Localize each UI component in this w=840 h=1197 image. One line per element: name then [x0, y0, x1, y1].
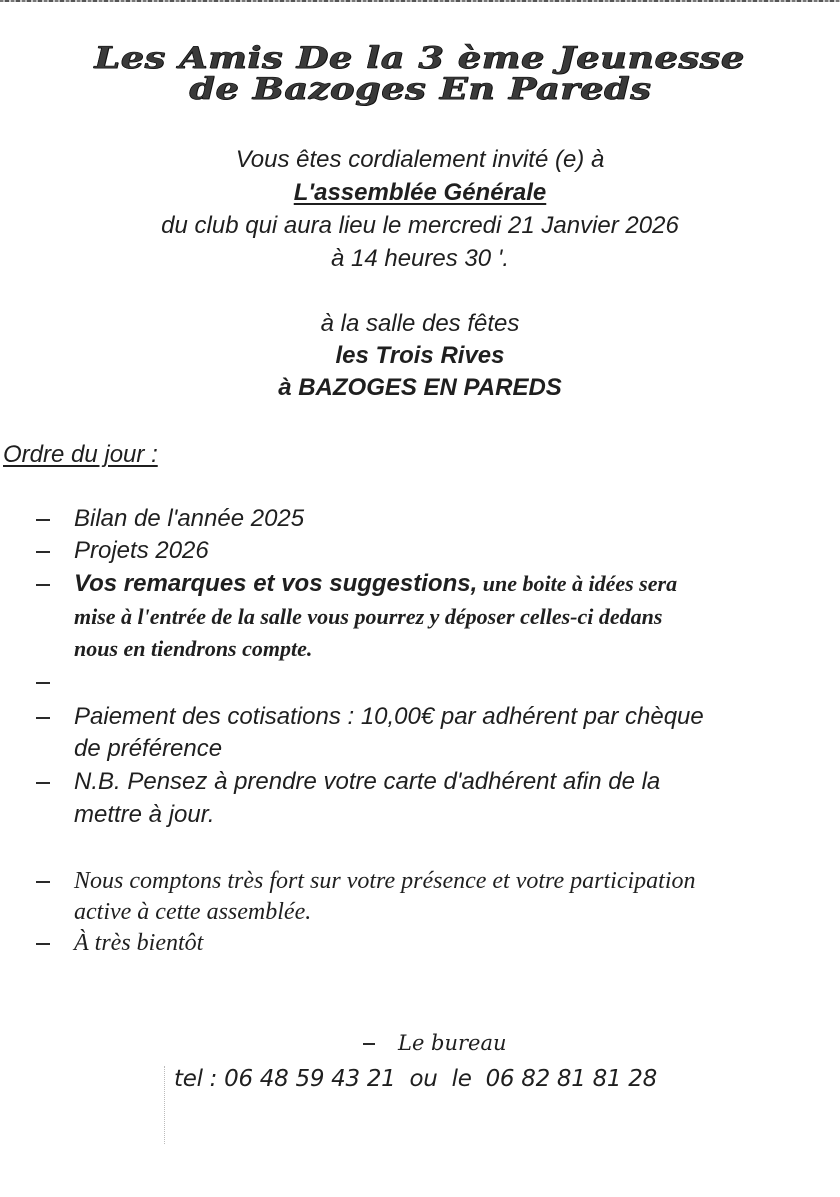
dash-bullet-icon	[36, 943, 50, 945]
dash-bullet-icon	[36, 782, 50, 784]
agenda-item-text: À très bientôt	[74, 930, 204, 956]
agenda-item-text: Paiement des cotisations : 10,00€ par adhérent par chèque	[74, 703, 704, 730]
invitation-line: Vous êtes cordialement invité (e) à	[235, 146, 605, 173]
suggestions-text-cont: mise à l'entrée de la salle vous pourrez y déposer celles-ci dedans	[74, 604, 663, 629]
venue-line: à la salle des fêtes	[320, 310, 520, 337]
venue-town: à BAZOGES EN PAREDS	[278, 374, 562, 401]
dash-bullet-icon	[36, 881, 50, 883]
venue-name: les Trois Rives	[335, 342, 505, 369]
meeting-time: à 14 heures 30 '.	[330, 245, 510, 272]
signature-text: Le bureau	[398, 1031, 507, 1055]
dash-bullet-icon	[36, 584, 50, 586]
club-title-text-2: de Bazoges En Pareds	[188, 72, 652, 107]
agenda-item-text-cont: mettre à jour.	[74, 801, 215, 828]
meeting-title: L'assemblée Générale	[293, 179, 547, 206]
agenda-heading: Ordre du jour :	[3, 441, 158, 468]
suggestions-text-cont: nous en tiendrons compte.	[74, 636, 313, 661]
agenda-item-text-cont: de préférence	[74, 735, 223, 762]
margin-dotted-line	[164, 1066, 165, 1144]
agenda-item-text	[74, 569, 677, 599]
agenda-item-text: Bilan de l'année 2025	[74, 505, 305, 532]
agenda-item-text-cont: active à cette assemblée.	[74, 899, 312, 925]
dash-bullet-icon	[36, 519, 50, 521]
dash-bullet-icon	[36, 682, 50, 684]
phone-numbers: tel : 06 48 59 43 21 ou le 06 82 81 81 28	[174, 1066, 657, 1092]
agenda-item-text: Projets 2026	[74, 537, 209, 564]
dash-bullet-icon	[36, 717, 50, 719]
suggestions-text: une boite à idées sera	[477, 571, 678, 596]
club-title-line-2	[0, 73, 840, 107]
agenda-item-text: Nous comptons très fort sur votre présence et votre participation	[74, 868, 696, 894]
dash-bullet-icon	[363, 1043, 375, 1045]
agenda-item-text: N.B. Pensez à prendre votre carte d'adhérent afin de la	[74, 768, 661, 795]
club-title-text-1: Les Amis De la 3 ème Jeunesse	[94, 41, 746, 76]
club-title-line-1	[0, 42, 840, 76]
top-border-line	[0, 0, 840, 2]
suggestions-emphasis: Vos remarques et vos suggestions,	[74, 570, 478, 597]
dash-bullet-icon	[36, 551, 50, 553]
meeting-date: du club qui aura lieu le mercredi 21 Janvier 2026	[161, 212, 679, 239]
